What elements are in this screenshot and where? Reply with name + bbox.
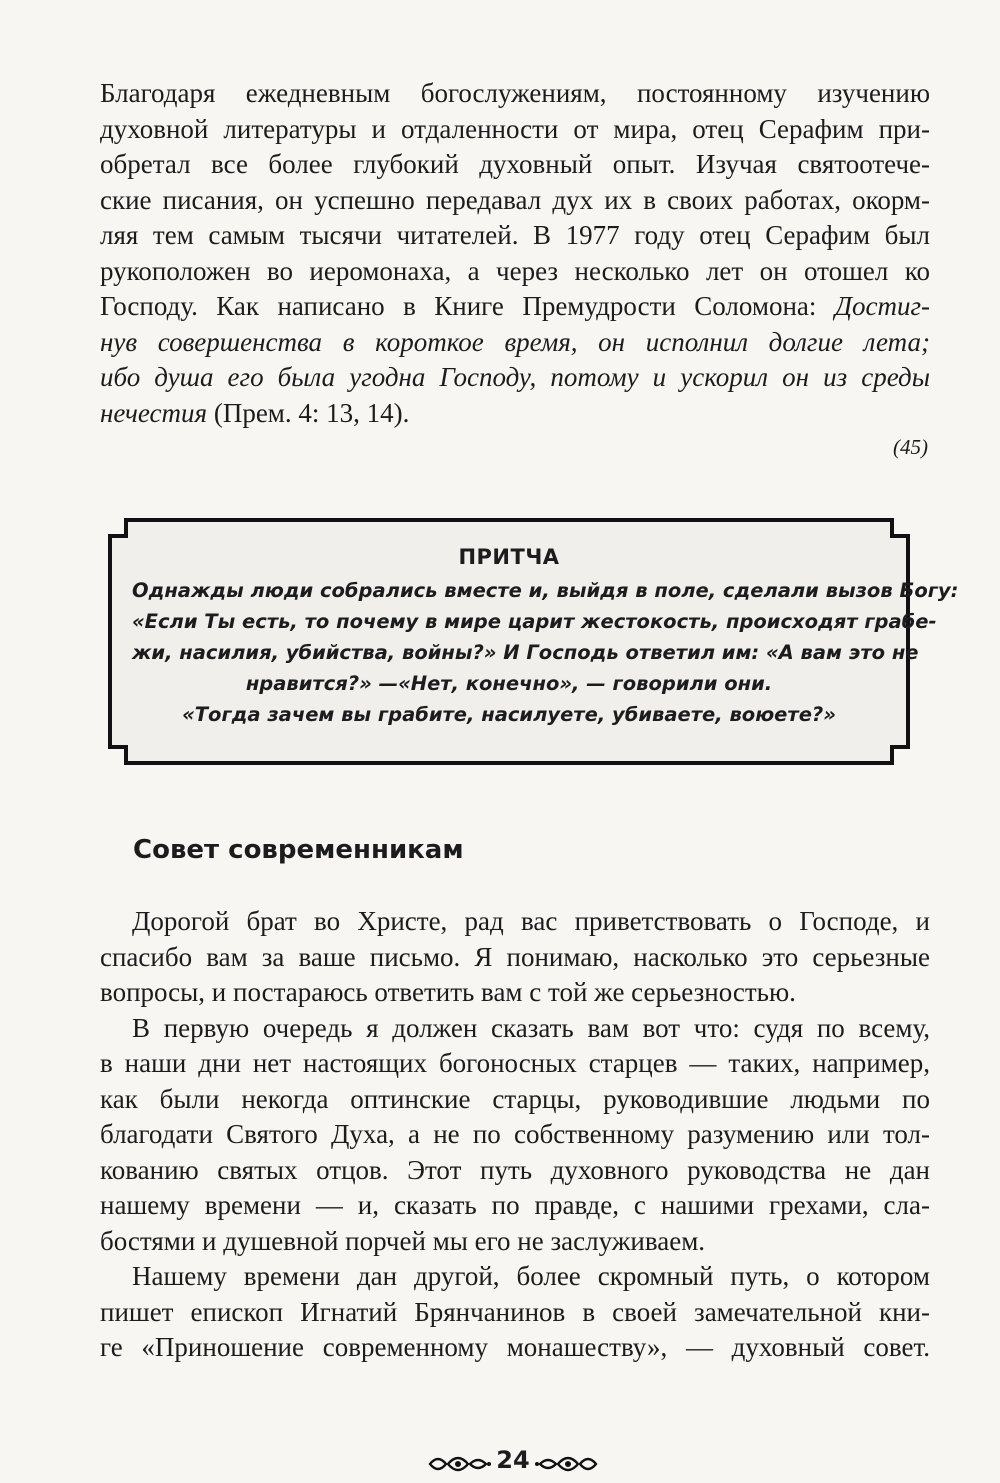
text-line: рукоположен во иеромонаха, а через несколько лет он отошел ко: [100, 255, 930, 286]
text-line: пишет епископ Игнатий Брянчанинов в своей замечательной кни-: [100, 1296, 930, 1327]
text-line: как были некогда оптинские старцы, руководившие людьми по: [100, 1083, 930, 1114]
text-line: [100, 396, 930, 432]
text-line: вопросы, и постараюсь ответить вам с той же серьезностью.: [100, 977, 796, 1007]
text-line: благодати Святого Духа, а не по собственному разумению или тол-: [100, 1119, 930, 1149]
quote-line: ибо душа его была угодна Господу, потому и ускорил он из среды: [100, 362, 930, 392]
page-number-block: [428, 1446, 598, 1480]
text-line: нашему времени — и, сказать по правде, с нашими грехами, сла-: [100, 1190, 930, 1220]
page-number: 24: [496, 1446, 530, 1474]
footnote-number: (45): [893, 435, 928, 459]
parable-line: Однажды люди собрались вместе и, выйдя в поле, сделали вызов Богу:: [132, 579, 959, 602]
right-ornament-icon: [534, 1452, 598, 1476]
parable-content: [132, 542, 959, 730]
paragraph: [100, 1259, 930, 1366]
paragraph: [100, 904, 930, 1011]
intro-paragraph: [100, 76, 930, 431]
text-segment: Господу. Как написано в Книге Премудрости Соломона:: [100, 291, 835, 321]
parable-line: «Тогда зачем вы грабите, насилуете, убиваете, воюете?»: [182, 703, 836, 726]
citation: (Прем. 4: 13, 14).: [207, 397, 410, 428]
text-line: ге «Приношение современному монашеству», — духовный совет.: [100, 1332, 930, 1362]
parable-box: [104, 514, 959, 769]
text-line: в наши дни нет настоящих богоносных старцев — таких, например,: [100, 1048, 930, 1078]
parable-line: «Если Ты есть, то почему в мире царит жестокость, происходят грабе-: [132, 610, 937, 633]
quote-line: нув совершенства в короткое время, он исполнил долгие лета;: [100, 326, 930, 357]
italic-segment: Достиг-: [834, 291, 930, 321]
text-line: бостями и душевной порчей мы его не заслуживаем.: [100, 1225, 706, 1256]
text-line: духовной литературы и отдаленности от мира, отец Серафим при-: [100, 113, 930, 144]
body-text: [100, 904, 930, 1366]
text-line: кованию святых отцов. Этот путь духовного руководства не дан: [100, 1154, 930, 1185]
parable-line: нравится?» —«Нет, конечно», — говорили они.: [245, 672, 773, 695]
text-line: [100, 289, 930, 325]
parable-title: ПРИТЧА: [458, 545, 560, 569]
parable-line: жи, насилия, убийства, войны?» И Господь ответил им: «А вам это не: [132, 641, 919, 664]
text-line: Дорогой брат во Христе, рад вас приветствовать о Господе, и: [132, 906, 930, 936]
text-line: ские писания, он успешно передавал дух их в своих работах, окорм-: [100, 184, 930, 215]
text-line: обретал все более глубокий духовный опыт. Изучая святоотече-: [100, 149, 930, 179]
text-line: спасибо вам за ваше письмо. Я понимаю, насколько это серьезные: [100, 941, 930, 972]
italic-segment: нечестия: [100, 397, 208, 428]
paragraph: [100, 1011, 930, 1260]
section-heading: Совет современникам: [133, 835, 464, 865]
text-line: Благодаря ежедневным богослужениям, постоянному изучению: [100, 78, 930, 108]
text-line: Нашему времени дан другой, более скромный путь, о котором: [132, 1261, 930, 1291]
text-line: ляя тем самым тысячи читателей. В 1977 году отец Серафим был: [100, 220, 930, 250]
text-line: В первую очередь я должен сказать вам вот что: судя по всему,: [132, 1012, 930, 1043]
